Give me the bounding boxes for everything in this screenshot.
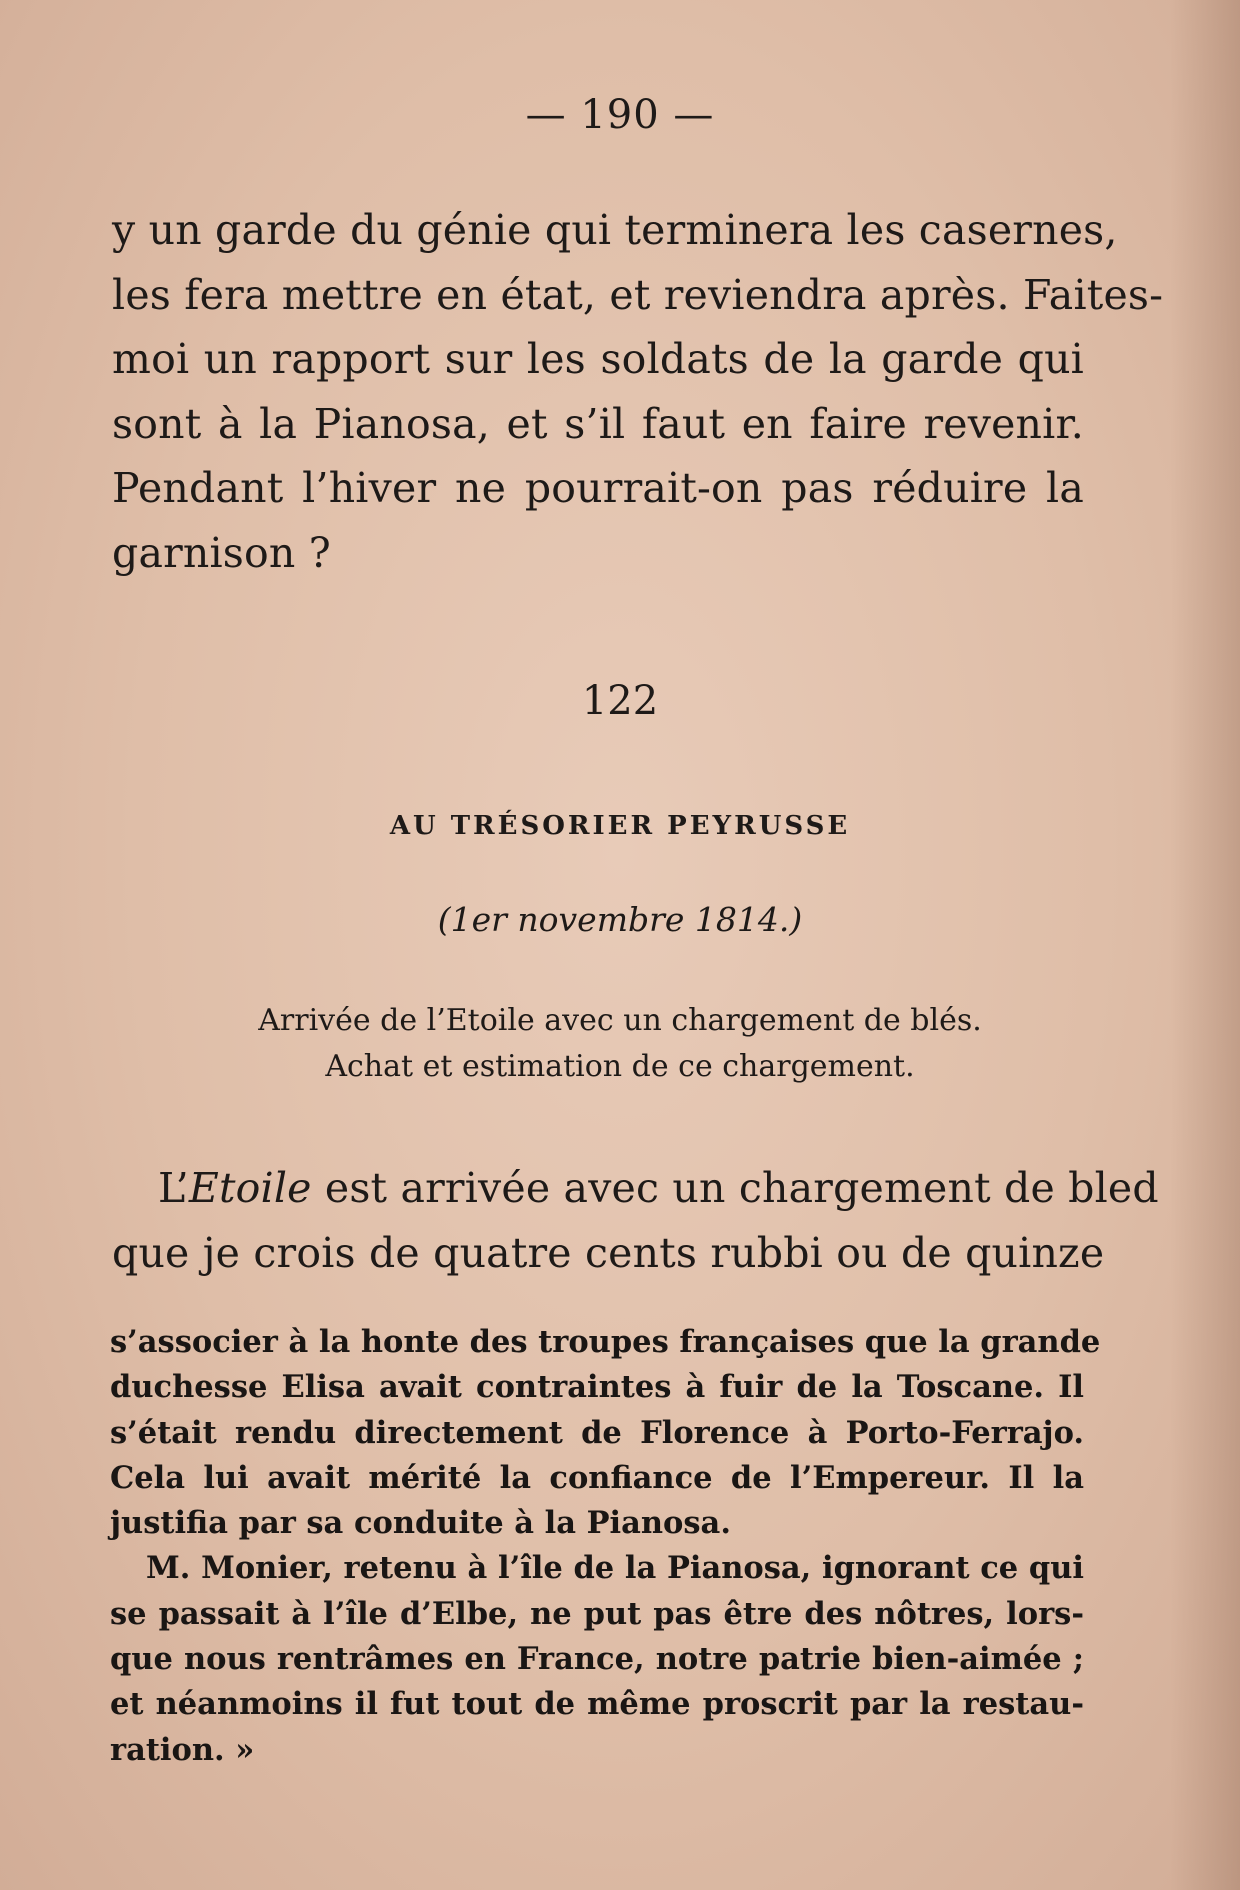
summary-line: Achat et estimation de ce chargement. — [325, 1049, 915, 1084]
text-line: y un garde du génie qui terminera les casernes, — [112, 206, 1118, 254]
text-line: moi un rapport sur les soldats de la garde qui — [112, 335, 1084, 383]
footnote-line: justifia par sa conduite à la Pianosa. — [110, 1505, 731, 1542]
text-line — [112, 1156, 1159, 1221]
footnote-line: Cela lui avait mérité la confiance de l’Empereur. Il la — [110, 1459, 1084, 1496]
footnote-line: duchesse Elisa avait contraintes à fuir de la Toscane. Il — [110, 1369, 1084, 1406]
footnote-line: que nous rentrâmes en France, notre patrie bien-aimée ; — [110, 1641, 1084, 1678]
text-line: Pendant l’hiver ne pourrait-on pas réduire la — [112, 464, 1084, 512]
text-line: sont à la Pianosa, et s’il faut en faire revenir. — [112, 399, 1084, 448]
footnote — [110, 1320, 1101, 1773]
letter-summary — [0, 998, 1240, 1090]
summary-line: Arrivée de l’Etoile avec un chargement de blés. — [258, 1003, 982, 1038]
letter-number: 122 — [581, 678, 659, 724]
text-line: garnison ? — [112, 528, 331, 577]
footnote-line: s’était rendu directement de Florence à Porto-Ferrajo. — [110, 1414, 1084, 1451]
footnote-line: ration. » — [110, 1731, 255, 1768]
letter-body-prefix: L’ — [158, 1164, 189, 1212]
footnote-line: s’associer à la honte des troupes françaises que la grande — [110, 1324, 1101, 1360]
text-line: que je crois de quatre cents rubbi ou de quinze — [112, 1228, 1105, 1277]
ship-name: Etoile — [188, 1164, 312, 1212]
continued-letter-paragraph — [112, 198, 1164, 585]
page-number: — 190 — — [525, 92, 715, 138]
letter-addressee: AU TRÉSORIER PEYRUSSE — [389, 811, 851, 841]
footnote-line: se passait à l’île d’Elbe, ne put pas être des nôtres, lors- — [110, 1595, 1084, 1632]
footnote-line: M. Monier, retenu à l’île de la Pianosa, ignorant ce qui — [146, 1550, 1084, 1587]
text-line: les fera mettre en état, et reviendra après. Faites- — [112, 270, 1164, 319]
letter-date: (1er novembre 1814.) — [437, 900, 803, 939]
letter-body-paragraph — [112, 1156, 1159, 1285]
footnote-line: et néanmoins il fut tout de même proscrit par la restau- — [110, 1686, 1084, 1723]
letter-body-rest: est arrivée avec un chargement de bled — [311, 1164, 1159, 1212]
